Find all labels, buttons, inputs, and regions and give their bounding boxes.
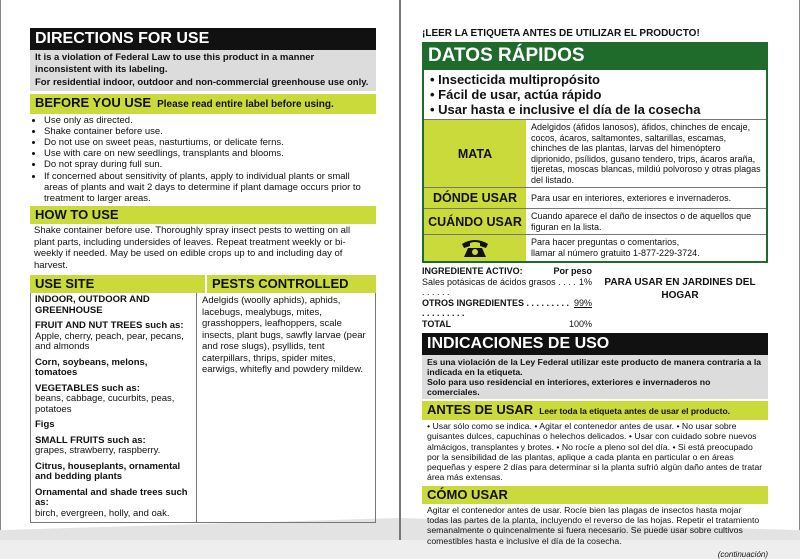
ingredient-total-row — [422, 319, 592, 330]
site-item — [31, 356, 196, 379]
site-shade-head: Ornamental and shade trees such as: — [35, 488, 192, 509]
read-label-intro: ¡LEER LA ETIQUETA ANTES DE UTILIZAR EL PRODUCTO! — [422, 28, 768, 40]
spanish-label — [422, 28, 768, 559]
site-small-fruit-body: grapes, strawberry, raspberry. — [35, 445, 160, 456]
pests-controlled-title: PESTS CONTROLLED — [207, 275, 376, 293]
site-indoor: INDOOR, OUTDOOR AND GREENHOUSE — [35, 295, 192, 316]
site-fruit-head: FRUIT AND NUT TREES such as: — [35, 321, 192, 332]
antes-subtitle: Leer toda la etiqueta antes de usar el producto. — [539, 406, 730, 416]
before-subtitle: Please read entire label before using. — [157, 99, 334, 110]
site-item — [31, 486, 196, 523]
cuando-text: Cuando aparece el daño de insectos o de aquellos que figuran en la lista. — [526, 209, 766, 234]
use-site-column — [31, 293, 197, 522]
como-usar-header: CÓMO USAR — [422, 486, 768, 504]
site-item — [31, 434, 196, 457]
list-item: • Use with care on new seedlings, transplants and blooms. — [44, 148, 372, 159]
como-text: Agitar el contenedor antes de usar. Rocíe bien las plagas de insectos hasta mojar todas las partes de la planta, incluyendo el reverso de las hojas. Repetir el tratamiento semanalmente o quincenalmente si fuera necesario. Se puede usar sobre cultivos comestibles hasta e inclusive el día de la cosecha. — [422, 504, 768, 547]
ingredients-block — [422, 266, 768, 329]
home-garden-use: PARA USAR EN JARDINES DEL HOGAR — [592, 266, 768, 329]
indicaciones-title: INDICACIONES DE USO — [422, 333, 768, 355]
phone-row — [424, 234, 766, 261]
how-to-use-text: Shake container before use. Thoroughly spray insect pests to wetting on all plant parts, including undersides of leaves. Repeat treatment weekly or bi-weekly if needed. May be used on edible crops up to and including day of harvest. — [30, 224, 376, 272]
cuando-row — [424, 208, 766, 234]
antes-de-usar-header — [422, 401, 768, 420]
list-item: • Use only as directed. — [44, 115, 372, 126]
site-corn: Corn, soybeans, melons, tomatoes — [35, 358, 192, 379]
ind-notice-1: Es una violación de la Ley Federal utilizar este producto de manera contraria a la indicada en la etiqueta. — [427, 357, 763, 377]
site-item — [31, 460, 196, 483]
fast-facts — [424, 70, 766, 119]
ingredient-total-pct: 100% — [569, 319, 592, 330]
ingredients-list — [422, 266, 592, 329]
ingredient-other: OTROS INGREDIENTES . . . . . . . . . . . . . . . . . . — [422, 298, 574, 319]
site-item — [31, 418, 196, 431]
mata-text: Adelgidos (áfidos lanosos), áfidos, chinches de encaje, cocos, ácaros, saltamontes, saltarillas, escamas, chinches de las plantas, larvas del himenóptero diprionido, psílidos, gusano tendero, trips, ácaros araña, tijeretas, moscas blancas, mildiú polvoroso y otras plagas del listado. — [526, 120, 766, 187]
use-site-headers — [30, 275, 376, 293]
fast-fact-item: • Usar hasta e inclusive el día de la cosecha — [430, 102, 760, 117]
site-item — [31, 293, 196, 316]
continuation-note: (continuación) — [422, 550, 768, 559]
datos-rapidos-title: DATOS RÁPIDOS — [422, 42, 768, 70]
donde-label: DÓNDE USAR — [424, 188, 526, 208]
ingredient-row — [422, 298, 592, 319]
ingredient-header — [422, 266, 592, 277]
list-item: • Shake container before use. — [44, 126, 372, 137]
site-figs: Figs — [35, 420, 192, 431]
site-item — [31, 319, 196, 353]
antes-text: • Usar sólo como se indica. • Agitar el contenedor antes de usar. • No usar sobre guisantes dulces, capuchinas o helechos delicados. • Usar con cuidado sobre nuevos almácigos, transplantes y brotes. • No rocíe a pleno sol del día. • Si está preocupado por la sensibilidad de las plantas, aplique a cada planta en particular o en áreas pequeñas y espere 2 días para determinar si la planta sufrió algún daño antes de tratar área más extensas. — [422, 420, 768, 484]
list-item: • Do not use on sweet peas, nasturtiums, or delicate ferns. — [44, 137, 372, 148]
before-title: BEFORE YOU USE — [35, 95, 151, 110]
donde-row — [424, 187, 766, 208]
by-weight-label: Por peso — [553, 266, 592, 277]
notice-line-1: It is a violation of Federal Law to use this product in a manner inconsistent with its labeling. — [35, 52, 371, 75]
ind-notice-2: Solo para uso residencial en interiores, exteriores e invernaderos no comerciales. — [427, 377, 763, 397]
phone-line-2: llamar al número gratuito 1-877-229-3724. — [531, 248, 761, 259]
site-fruit-body: Apple, cherry, peach, pear, pecans, and almonds — [35, 331, 184, 353]
before-list — [30, 114, 376, 207]
indicaciones-notice — [422, 355, 768, 399]
ingredient-salt: Sales potásicas de ácidos grasos . . . . . . . . . . — [422, 277, 579, 298]
fast-fact-item: • Fácil de usar, actúa rápido — [430, 87, 760, 102]
site-citrus: Citrus, houseplants, ornamental and bedding plants — [35, 462, 192, 483]
ingredient-total: TOTAL — [422, 319, 451, 330]
site-item — [31, 382, 196, 416]
ingredient-other-pct: 99% — [574, 298, 592, 319]
phone-text — [526, 235, 766, 261]
phone-icon-cell — [424, 235, 526, 261]
site-veg-body: beans, cabbage, cucurbits, peas, potatoes — [35, 393, 174, 415]
mata-label: MATA — [424, 120, 526, 187]
federal-law-notice — [30, 50, 376, 91]
use-site-title: USE SITE — [30, 275, 207, 293]
ingredient-salt-pct: 1% — [579, 277, 592, 298]
datos-rapidos-box — [422, 70, 768, 263]
cuando-label: CUÁNDO USAR — [424, 209, 526, 234]
phone-line-1: Para hacer preguntas o comentarios, — [531, 237, 761, 248]
use-site-table — [30, 293, 376, 523]
how-to-use-header: HOW TO USE — [30, 206, 376, 224]
list-item: • Do not spray during full sun. — [44, 159, 372, 170]
notice-line-2: For residential indoor, outdoor and non-commercial greenhouse use only. — [35, 77, 371, 89]
site-shade-body: birch, evergreen, holly, and oak. — [35, 508, 169, 519]
active-ingredient-label: INGREDIENTE ACTIVO: — [422, 266, 523, 277]
telephone-icon — [460, 238, 490, 258]
fast-fact-item: • Insecticida multipropósito — [430, 72, 760, 87]
before-you-use-header — [30, 94, 376, 114]
directions-title: DIRECTIONS FOR USE — [30, 28, 376, 50]
site-small-fruit-head: SMALL FRUITS such as: — [35, 436, 192, 447]
pests-controlled-text: Adelgids (woolly aphids), aphids, lacebugs, mealybugs, mites, grasshoppers, leafhoppers, scale insects, plant bugs, sawfly larvae (pear and rose slugs), psyllids, tent caterpillars, thrips, spider mites, earwigs, whitefly and powdery mildew. — [197, 293, 375, 522]
site-veg-head: VEGETABLES such as: — [35, 384, 192, 395]
list-item: • If concerned about sensitivity of plants, apply to individual plants or small areas of plants and wait 2 days to determine if plant damage occurs prior to treatment to larger areas. — [44, 171, 372, 205]
mata-row — [424, 119, 766, 187]
page-spine — [399, 0, 401, 540]
english-directions — [30, 28, 376, 523]
antes-title: ANTES DE USAR — [427, 402, 533, 417]
donde-text: Para usar en interiores, exteriores e invernaderos. — [526, 188, 766, 208]
ingredient-row — [422, 277, 592, 298]
